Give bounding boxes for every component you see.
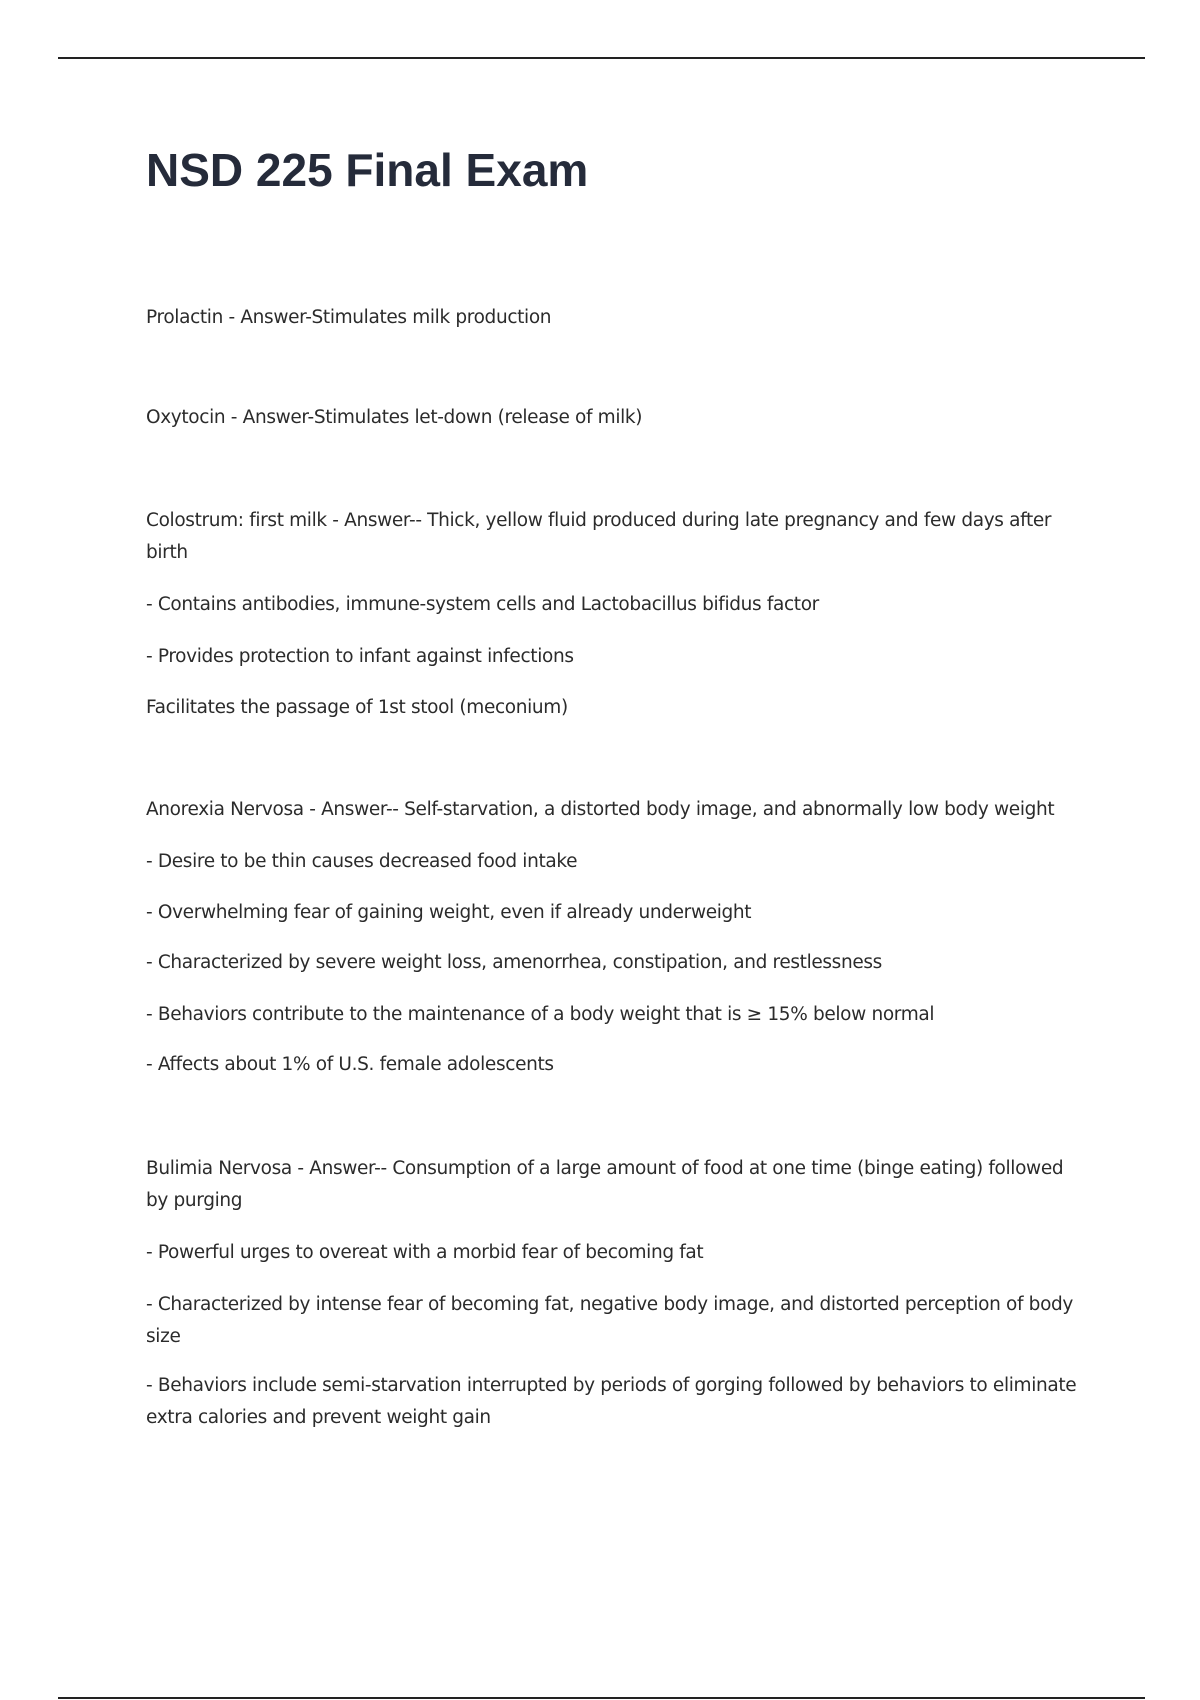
qa-item-anorexia: Anorexia Nervosa - Answer-- Self-starvation, a distorted body image, and abnormally low body weight <box>146 799 1055 820</box>
qa-item-colostrum: Colostrum: first milk - Answer-- Thick, yellow fluid produced during late pregnancy and few days after birth <box>146 510 1052 563</box>
page-title: NSD 225 Final Exam <box>146 144 589 196</box>
top-divider <box>58 57 1145 59</box>
bullet-anorexia-fear: - Overwhelming fear of gaining weight, even if already underweight <box>146 902 752 923</box>
qa-item-oxytocin: Oxytocin - Answer-Stimulates let-down (release of milk) <box>146 407 643 428</box>
bullet-bulimia-behaviors: - Behaviors include semi-starvation interrupted by periods of gorging followed by behaviors to eliminate extra calories and prevent weight gain <box>146 1375 1077 1428</box>
bottom-divider <box>58 1697 1145 1699</box>
bullet-colostrum-protection: - Provides protection to infant against infections <box>146 646 574 667</box>
bullet-anorexia-affects: - Affects about 1% of U.S. female adolescents <box>146 1054 554 1075</box>
bullet-anorexia-characterized: - Characterized by severe weight loss, amenorrhea, constipation, and restlessness <box>146 952 882 973</box>
bullet-bulimia-characterized: - Characterized by intense fear of becoming fat, negative body image, and distorted perception of body size <box>146 1294 1074 1347</box>
bullet-bulimia-urges: - Powerful urges to overeat with a morbid fear of becoming fat <box>146 1242 704 1263</box>
bullet-colostrum-meconium: Facilitates the passage of 1st stool (meconium) <box>146 697 568 718</box>
bullet-colostrum-antibodies: - Contains antibodies, immune-system cells and Lactobacillus bifidus factor <box>146 594 819 615</box>
bullet-anorexia-behaviors: - Behaviors contribute to the maintenance of a body weight that is ≥ 15% below normal <box>146 1004 935 1025</box>
qa-item-bulimia: Bulimia Nervosa - Answer-- Consumption of a large amount of food at one time (binge eating) followed by purging <box>146 1158 1064 1211</box>
qa-item-prolactin: Prolactin - Answer-Stimulates milk production <box>146 307 552 328</box>
bullet-anorexia-desire: - Desire to be thin causes decreased food intake <box>146 851 578 872</box>
